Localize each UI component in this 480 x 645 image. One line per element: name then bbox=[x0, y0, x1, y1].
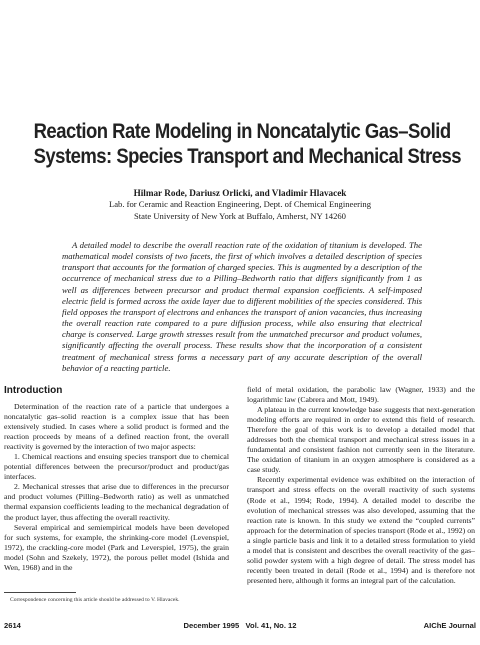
right-column bbox=[247, 385, 475, 586]
page-footer bbox=[4, 621, 476, 633]
issue-info: December 1995 Vol. 41, No. 12 bbox=[183, 621, 297, 630]
section-heading-introduction: Introduction bbox=[4, 385, 63, 396]
paragraph: 1. Chemical reactions and ensuing species transport due to chemical potential differences between the precursor/product and product/gas interfaces. bbox=[4, 452, 229, 482]
paragraph: Recently experimental evidence was exhibited on the interaction of transport and stress effects on the overall reactivity of such systems (Rode et al., 1994; Rode, 1994). A detailed model to describe the evolution of mechanical stresses was also developed, assuming that the reaction rate is known. In this study we extend the “coupled currents” approach for the determination of species transport (Rode et al., 1992) on a single particle basis and link it to a detailed stress formulation to yield a model that is consistent and describes the overall reactivity of the gas–solid powder system with a high degree of detail. The stress model has recently been treated in detail (Rode et al., 1994) and is therefore not presented here, although it forms an integral part of the calculation. bbox=[247, 475, 475, 585]
title-line-2: Systems: Species Transport and Mechanical Stress bbox=[33, 144, 462, 168]
paragraph: Determination of the reaction rate of a particle that undergoes a noncatalytic gas–solid reaction is a complex issue that has been extensively studied. In cases where a solid product is formed and the reaction proceeds by means of a defined reaction front, the overall reactivity is governed by the interaction of two major aspects: bbox=[4, 402, 229, 452]
affiliation-line-1: Lab. for Ceramic and Reaction Engineering, Dept. of Chemical Engineering bbox=[108, 199, 372, 209]
affiliation-line-2: State University of New York at Buffalo, Amherst, NY 14260 bbox=[134, 210, 346, 221]
article-title bbox=[33, 119, 462, 169]
paragraph: field of metal oxidation, the parabolic law (Wagner, 1933) and the logarithmic law (Cabrera and Mott, 1949). bbox=[247, 385, 475, 405]
correspondence-footnote: Correspondence concerning this article should be addressed to V. Hlavacek. bbox=[10, 597, 180, 603]
paragraph: 2. Mechanical stresses that arise due to differences in the precursor and product volumes (Pilling–Bedworth ratio) as well as unmatched thermal expansion coefficients leading to the mechanical degradation of the product layer, thus affecting the overall reactivity. bbox=[4, 482, 229, 522]
affiliation bbox=[0, 199, 480, 222]
abstract: A detailed model to describe the overall reaction rate of the oxidation of titanium is developed. The mathematical model consists of two facets, the first of which involves a detailed description of species transport that accounts for the formation of charged species. This is augmented by a description of the occurrence of mechanical stress due to a Pilling–Bedworth ratio that differs significantly from 1 as well as differences between precursor and product thermal expansion coefficients. A self-imposed electric field is formed across the oxide layer due to different mobilities of the species considered. This field opposes the transport of electrons and enhances the transport of anion vacancies, thus increasing the overall reaction rate compared to a pure diffusion process, while also ensuring that electrical charge is conserved. Large growth stresses result from the unmatched precursor and product volumes, significantly affecting the overall process. These results show that the incorporation of a consistent treatment of mechanical stress forms a necessary part of any accurate description of the overall behavior of a reacting particle. bbox=[62, 240, 422, 373]
journal-name: AIChE Journal bbox=[423, 621, 476, 630]
paragraph: Several empirical and semiempirical models have been developed for such systems, for example, the shrinking-core model (Levenspiel, 1972), the crackling-core model (Park and Leverspiel, 1975), the grain model (Sohn and Szekely, 1972), the porous pellet model (Ishida and Wen, 1968) and in the bbox=[4, 522, 229, 572]
left-column bbox=[4, 402, 229, 573]
paragraph: A plateau in the current knowledge base suggests that next-generation modeling efforts are required in order to extend this field of research. Therefore the goal of this work is to develop a detailed model that addresses both the chemical transport and mechanical stress issues in a fundamental and consistent fashion not currently seen in the literature. The oxidation of titanium in an oxygen atmosphere is considered as a case study. bbox=[247, 405, 475, 475]
footnote-divider bbox=[4, 592, 76, 593]
title-line-1: Reaction Rate Modeling in Noncatalytic Gas–Solid bbox=[33, 119, 451, 143]
author-list: Hilmar Rode, Dariusz Orlicki, and Vladimir Hlavacek bbox=[133, 188, 347, 198]
page-number: 2614 bbox=[4, 621, 21, 630]
